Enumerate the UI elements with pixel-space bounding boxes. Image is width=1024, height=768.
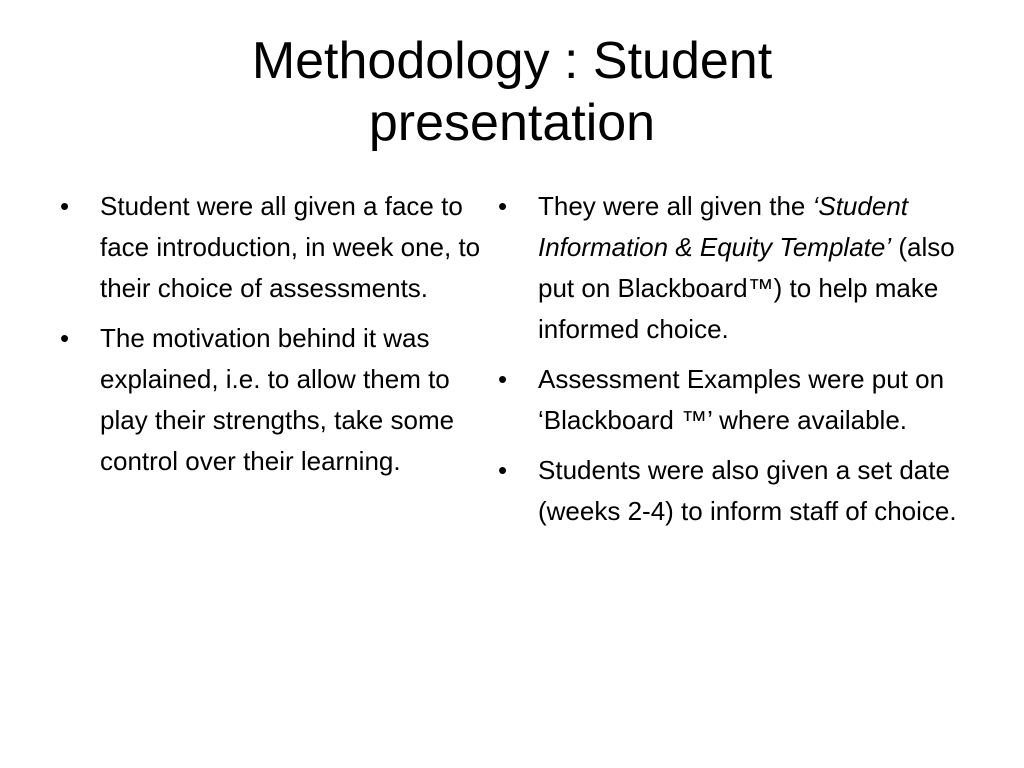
bullet-item xyxy=(494,186,974,350)
bullet-dot-icon: • xyxy=(498,191,508,221)
bullet-text: Assessment Examples were put on ‘Blackboard ™’ where available. xyxy=(538,364,945,435)
right-bullet-list xyxy=(494,186,974,541)
bullet-text: The motivation behind it was explained, i.e. to allow them to play their strengths, take some control over their learning. xyxy=(100,323,455,476)
bullet-text: Students were also given a set date (weeks 2-4) to inform staff of choice. xyxy=(538,455,957,526)
bullet-text-prefix: They were all given the xyxy=(538,191,813,221)
bullet-text: Student were all given a face to face introduction, in week one, to their choice of assessments. xyxy=(100,191,481,303)
bullet-dot-icon: • xyxy=(498,364,508,394)
bullet-item xyxy=(494,359,974,441)
template-name-italic: ‘Student Information & Equity Template’ xyxy=(538,191,908,262)
bullet-item xyxy=(56,186,496,309)
bullet-dot-icon: • xyxy=(498,455,508,485)
slide-title: Methodology : Student presentation xyxy=(251,32,773,152)
bullet-item xyxy=(56,318,496,482)
bullet-text xyxy=(538,191,955,344)
bullet-text-suffix: (also put on Blackboard™) to help make informed choice. xyxy=(538,232,955,344)
bullet-dot-icon: • xyxy=(60,323,70,353)
bullet-dot-icon: • xyxy=(60,191,70,221)
bullet-item xyxy=(494,450,974,532)
left-bullet-list xyxy=(56,186,496,491)
